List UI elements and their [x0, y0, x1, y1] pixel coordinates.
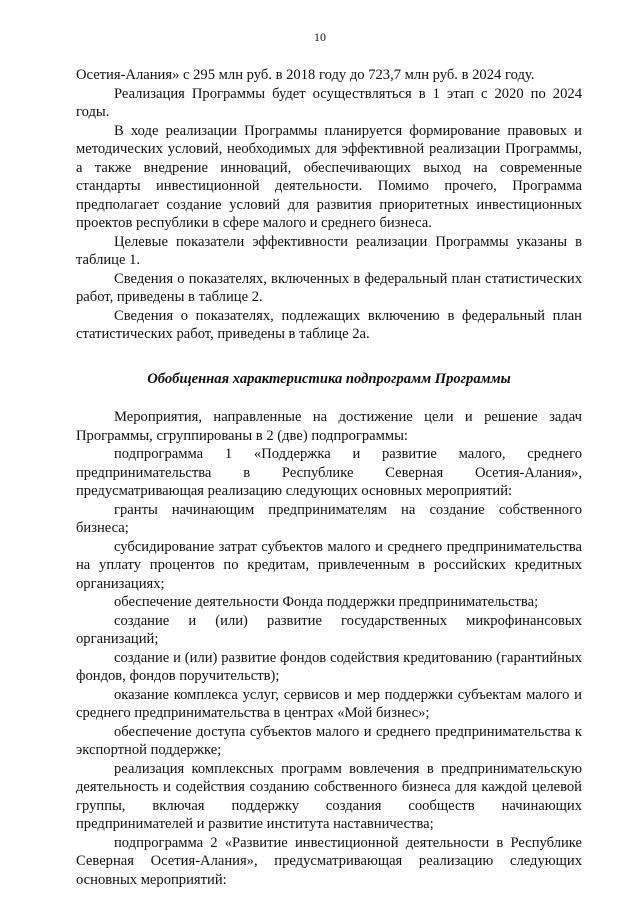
- list-item: субсидирование затрат субъектов малого и среднего предпринимательства на уплату процентов по кредитам, привлеченным в российских кредитных организациях;: [76, 538, 582, 592]
- list-item: обеспечение деятельности Фонда поддержки предпринимательства;: [114, 594, 539, 610]
- paragraph: Сведения о показателях, подлежащих включению в федеральный план статистических работ, приведены в таблице 2а.: [76, 307, 582, 342]
- paragraph: Сведения о показателях, включенных в федеральный план статистических работ, приведены в таблице 2.: [76, 270, 582, 305]
- list-item: оказание комплекса услуг, сервисов и мер поддержки субъектам малого и среднего предпринимательства в центрах «Мой бизнес»;: [76, 686, 582, 721]
- list-item: обеспечение доступа субъектов малого и среднего предпринимательства к экспортной поддержке;: [76, 723, 582, 758]
- paragraph: Реализация Программы будет осуществляться в 1 этап с 2020 по 2024 годы.: [76, 85, 582, 120]
- paragraph: Целевые показатели эффективности реализации Программы указаны в таблице 1.: [76, 233, 582, 268]
- paragraph: Мероприятия, направленные на достижение цели и решение задач Программы, сгруппированы в 2 (две) подпрограммы:: [76, 409, 582, 444]
- section-heading: Обобщенная характеристика подпрограмм Программы: [147, 370, 511, 387]
- list-item: реализация комплексных программ вовлечения в предпринимательскую деятельность и содействия созданию собственного бизнеса для каждой целевой группы, включая поддержку создания сообществ начинающих предпринимателей и развитие института наставничества;: [76, 760, 582, 832]
- list-item: создание и (или) развитие фондов содействия кредитованию (гарантийных фондов, фондов поручительств);: [76, 649, 582, 684]
- page-number: 10: [314, 30, 326, 44]
- list-item: создание и (или) развитие государственных микрофинансовых организаций;: [76, 612, 582, 647]
- paragraph: Осетия-Алания» с 295 млн руб. в 2018 году до 723,7 млн руб. в 2024 году.: [76, 67, 535, 83]
- list-item: гранты начинающим предпринимателям на создание собственного бизнеса;: [76, 501, 582, 536]
- document-body: [76, 66, 582, 889]
- paragraph: В ходе реализации Программы планируется формирование правовых и методических условий, необходимых для эффективной реализации Программы, а также внедрение инноваций, обеспечивающих выход на современные стандарты инвестиционной деятельности. Помимо прочего, Программа предполагает создание условий для развития приоритетных инвестиционных проектов республики в сфере малого и среднего бизнеса.: [76, 122, 582, 231]
- paragraph: подпрограмма 2 «Развитие инвестиционной деятельности в Республике Северная Осетия-Алания», предусматривающая реализацию следующих основных мероприятий:: [76, 834, 582, 888]
- paragraph: подпрограмма 1 «Поддержка и развитие малого, среднего предпринимательства в Республике Северная Осетия-Алания», предусматривающая реализацию следующих основных мероприятий:: [76, 446, 582, 499]
